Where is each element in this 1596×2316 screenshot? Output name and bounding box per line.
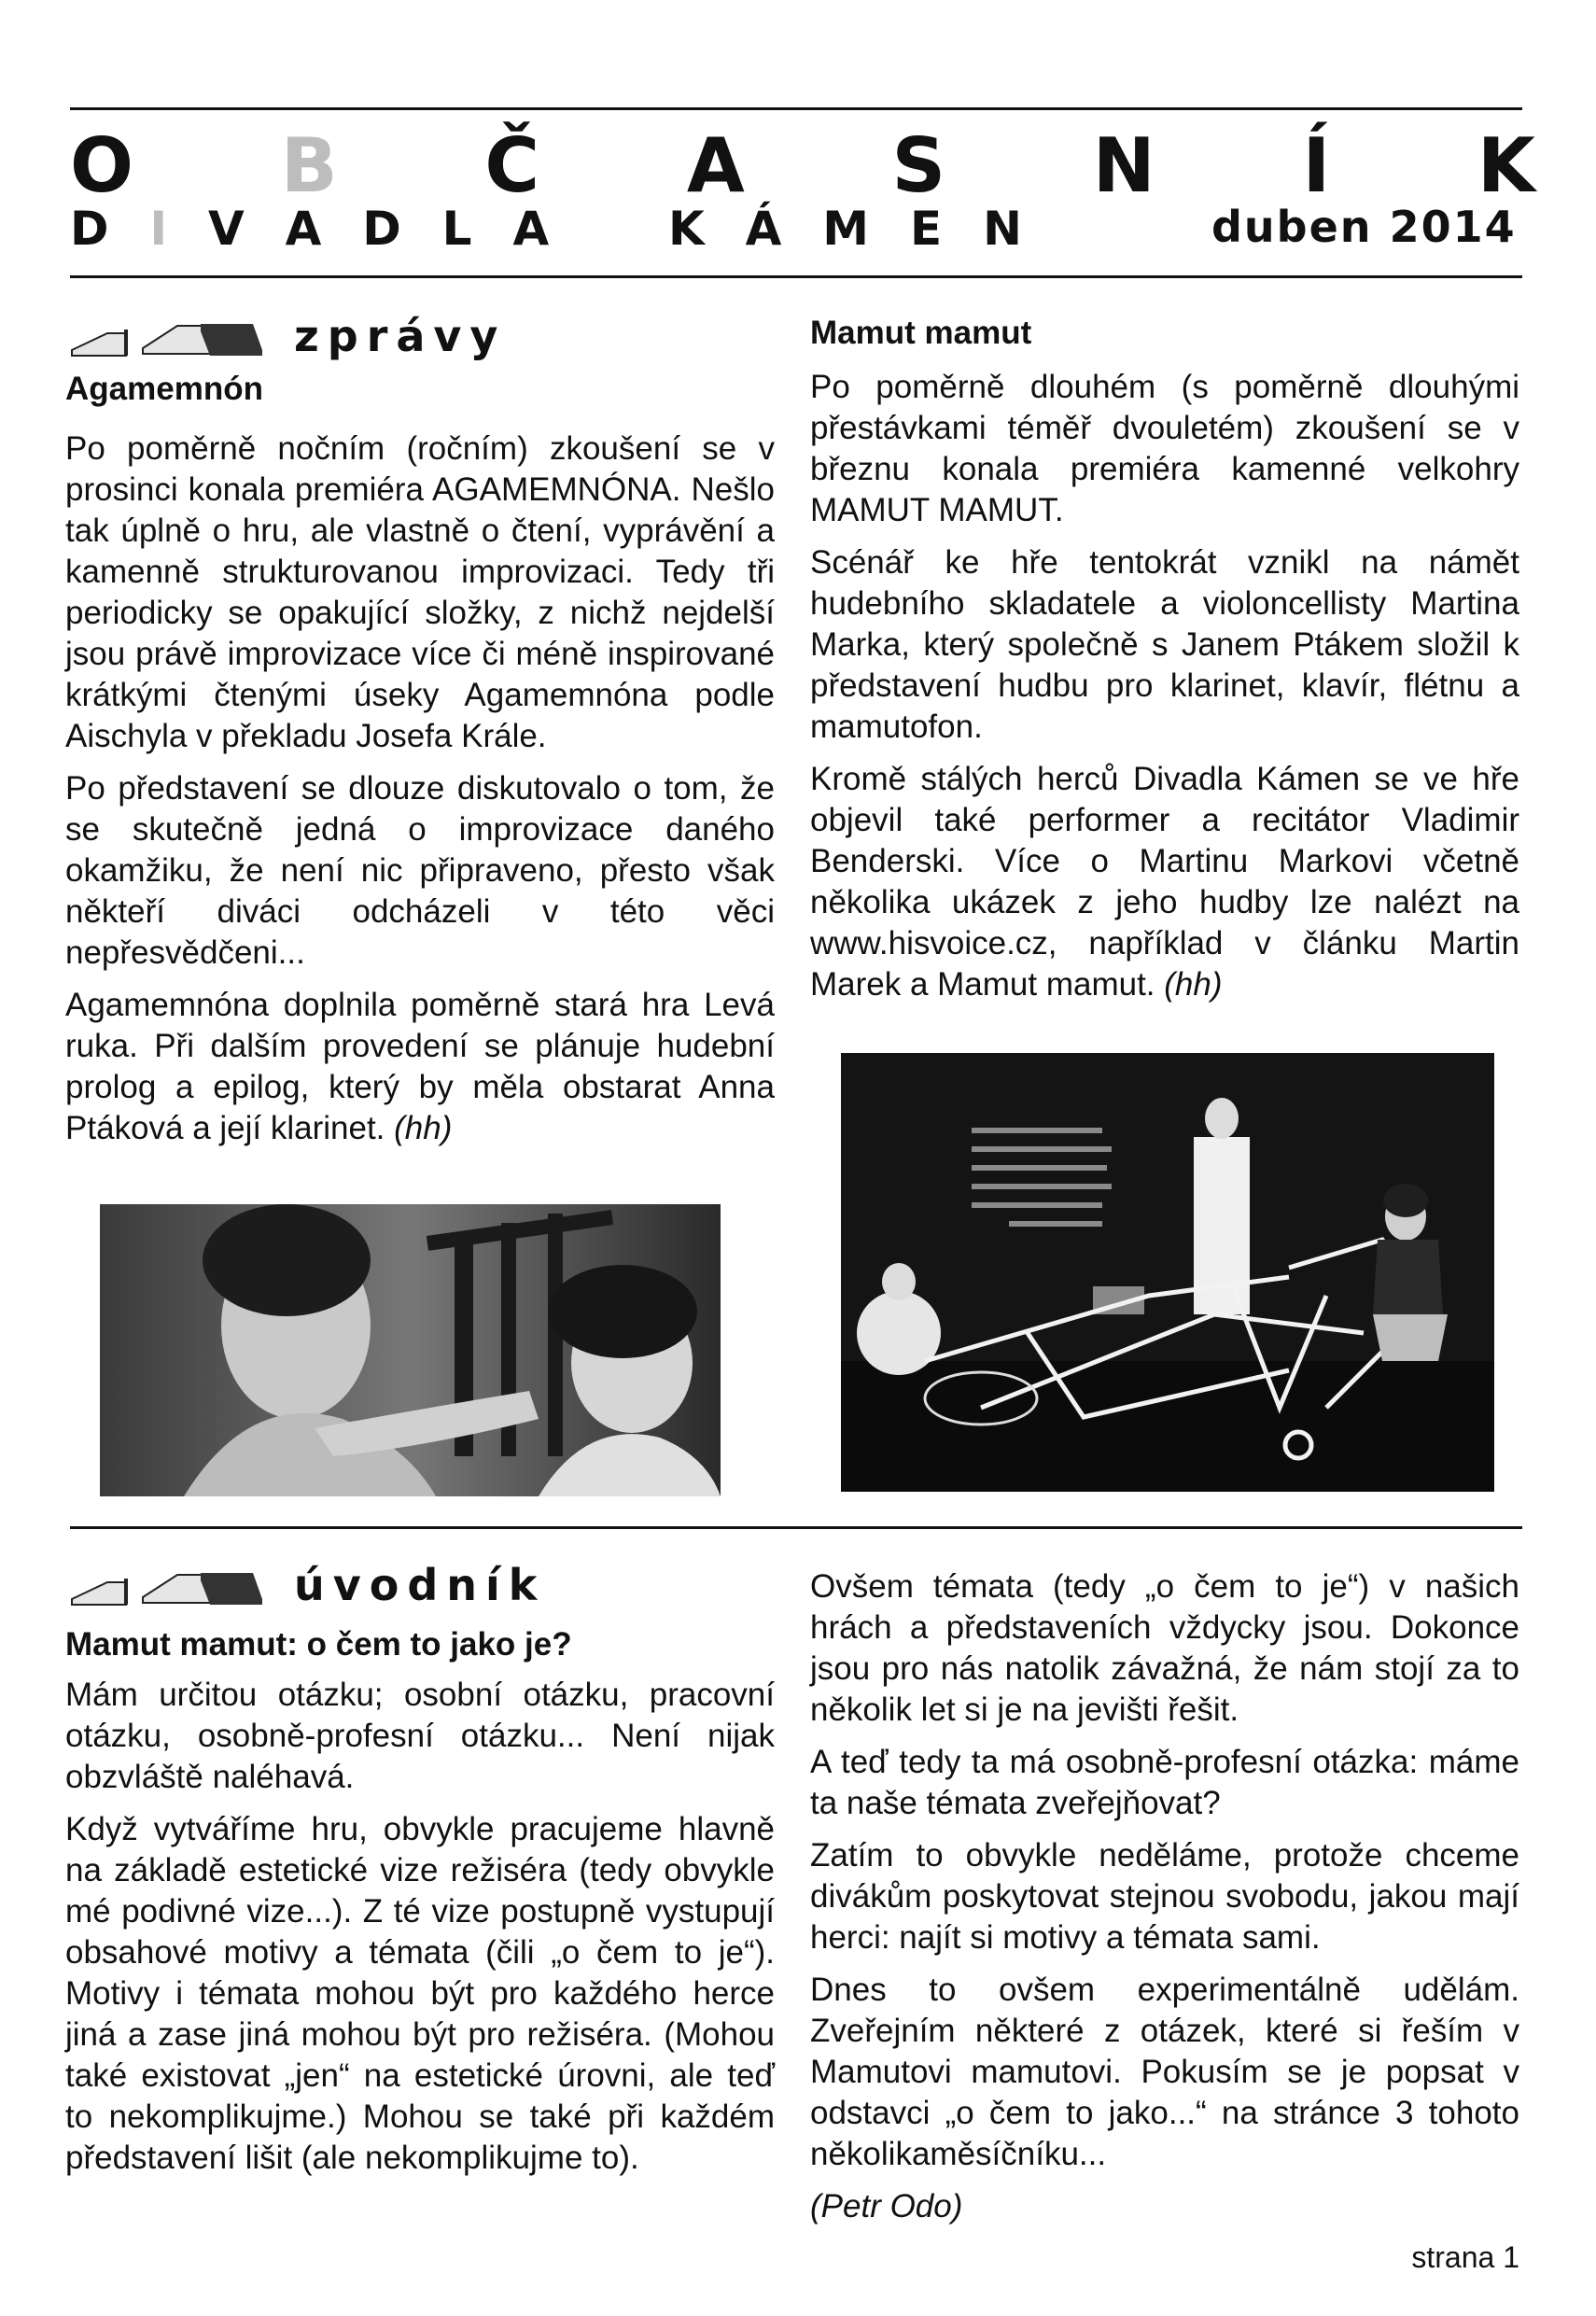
- signature: (hh): [1164, 966, 1223, 1003]
- paragraph: Mám určitou otázku; osobní otázku, pracovní otázku, osobně-profesní otázku... Není nijak obzvláště naléhavá.: [65, 1677, 775, 1795]
- section-divider: [70, 1526, 1522, 1529]
- paragraph: Zatím to obvykle neděláme, protože chceme divákům poskytovat stejnou svobodu, jakou mají herci: najít si motivy a témata sami.: [810, 1837, 1519, 1956]
- masthead-title: [70, 122, 1535, 209]
- article-mamut-mamut: [810, 313, 1519, 1017]
- paragraph: A teď tedy ta má osobně-profesní otázka: máme ta naše témata zveřejňovat?: [810, 1744, 1519, 1821]
- photo-mamut-image: [841, 1053, 1494, 1492]
- paragraph: Ovšem témata (tedy „o čem to je“) v našich hrách a představeních vždycky jsou. Dokonce jsou pro nás natolik závažná, že nám stojí za to několik let si je na jevišti řešit.: [810, 1568, 1519, 1728]
- paragraph: Scénář ke hře tentokrát vznikl na námět hudebního skladatele a violoncellisty Martina Marka, který společně s Janem Ptákem složil k představení hudbu pro klarinet, klavír, flétnu a mamutofon.: [810, 544, 1519, 745]
- masthead-letter: O: [70, 122, 134, 209]
- masthead-letter: S: [891, 122, 946, 209]
- subtitle-letter: A: [512, 202, 550, 256]
- signature-text: (Petr Odo): [810, 2188, 963, 2225]
- subtitle-letter: I: [149, 202, 168, 256]
- subtitle-letter: D: [70, 202, 109, 256]
- subtitle-letter: E: [909, 202, 943, 256]
- photo-mamut-mamut: [841, 1053, 1494, 1492]
- masthead-letter: K: [1477, 122, 1535, 209]
- article-agamemnon: [65, 369, 775, 1160]
- books-icon: [70, 1562, 266, 1608]
- editorial-right: [810, 1566, 1519, 2239]
- masthead-letter: Í: [1302, 122, 1331, 209]
- masthead-bottom-rule: [70, 275, 1522, 278]
- page-number: strana 1: [1411, 2240, 1519, 2274]
- section-header-zpravy: [70, 308, 506, 364]
- section-header-uvodnik: [70, 1557, 545, 1613]
- issue-date: duben 2014: [1211, 202, 1517, 252]
- paragraph: [65, 985, 775, 1149]
- masthead-letter: Č: [484, 122, 540, 209]
- signature: (hh): [394, 1110, 453, 1146]
- subtitle-letter: L: [441, 202, 472, 256]
- masthead-letter: A: [686, 122, 745, 209]
- section-title: úvodník: [294, 1560, 546, 1610]
- top-rule: [70, 107, 1522, 110]
- subtitle-letter: K: [668, 202, 705, 256]
- paragraph: [810, 759, 1519, 1005]
- masthead-subtitle: [70, 202, 1022, 256]
- masthead-letter: N: [1092, 122, 1155, 209]
- editorial-left: [65, 1624, 775, 2190]
- article-heading: Mamut mamut: o čem to jako je?: [65, 1626, 572, 1663]
- subtitle-letter: A: [285, 202, 322, 256]
- books-icon: [70, 313, 266, 359]
- paragraph: Po poměrně nočním (ročním) zkoušení se v prosinci konala premiéra AGAMEMNÓNA. Nešlo tak úplně o hru, ale vlastně o čtení, vyprávění a kamenně strukturovanou improvizaci. Tedy tři periodicky se opakující složky, z nichž nejdelší jsou právě improvizace více či méně inspirované krátkými čtenými úseky Agamemnóna podle Aischyla v překladu Josefa Krále.: [65, 430, 775, 754]
- paragraph: Když vytváříme hru, obvykle pracujeme hlavně na základě estetické vize režiséra (tedy obvykle mé podivné vize...). Z té vize postupně vystupují obsahové motivy a témata (čili „o čem to je“). Motivy i témata mohou být pro každého herce jiná a zase jiná mohou být pro režiséra. (Mohou také existovat „jen“ na estetické úrovni, ale teď to nekomplikujme.) Mohou se také při každém představení lišit (ale nekomplikujme to).: [65, 1811, 775, 2176]
- paragraph: Po poměrně dlouhém (s poměrně dlouhými přestávkami téměř dvouletém) zkoušení se v březnu konala premiéra kamenné velkohry MAMUT MAMUT.: [810, 369, 1519, 528]
- subtitle-letter: V: [207, 202, 245, 256]
- paragraph-text: Kromě stálých herců Divadla Kámen se ve hře objevil také performer a recitátor Vladimir Benderski. Více o Martinu Markovi včetně několika ukázek z jeho hudby lze nalézt na www.hisvoice.cz, například v článku Martin Marek a Mamut mamut.: [810, 761, 1519, 1003]
- signature: [810, 2186, 1519, 2227]
- article-heading: Agamemnón: [65, 371, 263, 407]
- paragraph: Po představení se dlouze diskutovalo o tom, že se skutečně jedná o improvizace daného okamžiku, že není nic připraveno, přesto však někteří diváci odcházeli v této věci nepřesvědčeni...: [65, 770, 775, 971]
- article-heading: Mamut mamut: [810, 315, 1032, 351]
- photo-agamemnon: [100, 1204, 721, 1496]
- subtitle-letter: N: [983, 202, 1022, 256]
- photo-agamemnon-image: [100, 1204, 721, 1496]
- paragraph-text: Agamemnóna doplnila poměrně stará hra Levá ruka. Při dalším provedení se plánuje hudební prolog a epilog, který by měla obstarat Anna Ptáková a její klarinet.: [65, 987, 775, 1146]
- masthead-letter: B: [280, 122, 338, 209]
- section-title: zprávy: [294, 311, 507, 361]
- subtitle-letter: D: [362, 202, 401, 256]
- subtitle-letter: Á: [745, 202, 782, 256]
- paragraph: Dnes to ovšem experimentálně udělám. Zveřejním některé z otázek, které si řeším v Mamutovi mamutovi. Pokusím se je popsat v odstavci „o čem to jako...“ na stránce 3 tohoto několikaměsíčníku...: [810, 1972, 1519, 2172]
- subtitle-letter: M: [822, 202, 870, 256]
